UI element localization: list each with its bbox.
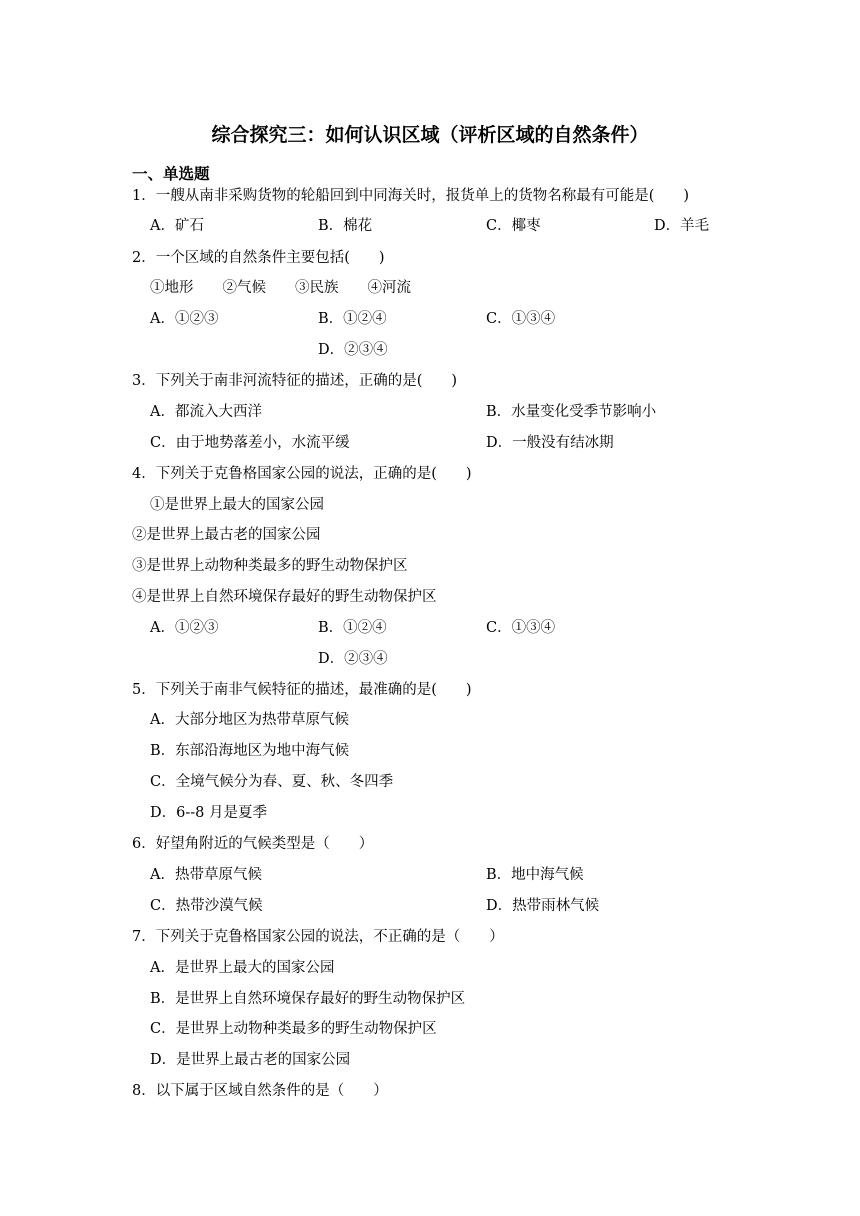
q2-items: ①地形 ②气候 ③民族 ④河流 [150,280,411,296]
section-heading: 一、单选题 [132,165,210,183]
q4-option-c: C．①③④ [486,620,556,636]
q4-option-d: D．②③④ [318,651,388,667]
q7-option-a: A．是世界上最大的国家公园 [150,960,335,976]
q4-option-b: B．①②④ [318,620,387,636]
q1-option-c: C．椰枣 [486,218,541,234]
q7-option-c: C．是世界上动物种类最多的野生动物保护区 [150,1021,437,1037]
question-1-stem: 1．一艘从南非采购货物的轮船回到中同海关时，报货单上的货物名称最有可能是( ) [132,188,690,204]
q3-option-d: D．一般没有结冰期 [486,435,614,451]
q4-statement-1: ①是世界上最大的国家公园 [150,497,324,513]
q1-option-d: D．羊毛 [654,218,710,234]
q7-option-b: B．是世界上自然环境保存最好的野生动物保护区 [150,991,466,1007]
q6-option-c: C．热带沙漠气候 [150,898,263,914]
question-3-stem: 3．下列关于南非河流特征的描述，正确的是( ) [132,373,458,389]
q6-option-a: A．热带草原气候 [150,867,262,883]
question-6-stem: 6．好望角附近的气候类型是（ ） [132,836,374,852]
q7-option-d: D．是世界上最古老的国家公园 [150,1052,351,1068]
q1-option-b: B．棉花 [318,218,373,234]
q2-option-d: D．②③④ [318,342,388,358]
q2-option-c: C．①③④ [486,311,556,327]
q5-option-b: B．东部沿海地区为地中海气候 [150,743,350,759]
q5-option-a: A．大部分地区为热带草原气候 [150,712,349,728]
q6-option-d: D．热带雨林气候 [486,898,600,914]
q3-option-a: A．都流入大西洋 [150,404,262,420]
q2-option-b: B．①②④ [318,311,387,327]
q4-statement-4: ④是世界上自然环境保存最好的野生动物保护区 [132,589,437,605]
q3-option-b: B．水量变化受季节影响小 [486,404,657,420]
q2-option-a: A．①②③ [150,311,219,327]
q6-option-b: B．地中海气候 [486,867,584,883]
q5-option-c: C．全境气候分为春、夏、秋、冬四季 [150,774,394,790]
q5-option-d: D．6--8 月是夏季 [150,805,267,821]
q4-statement-3: ③是世界上动物种类最多的野生动物保护区 [132,558,408,574]
question-4-stem: 4．下列关于克鲁格国家公园的说法，正确的是( ) [132,466,472,482]
q3-option-c: C．由于地势落差小，水流平缓 [150,435,350,451]
question-5-stem: 5．下列关于南非气候特征的描述，最准确的是( ) [132,682,472,698]
q4-statement-2: ②是世界上最古老的国家公园 [132,527,321,543]
question-8-stem: 8．以下属于区域自然条件的是（ ） [132,1083,388,1099]
question-7-stem: 7．下列关于克鲁格国家公园的说法，不正确的是（ ） [132,929,504,945]
question-2-stem: 2．一个区域的自然条件主要包括( ) [132,250,385,266]
q1-option-a: A．矿石 [150,218,204,234]
page-title: 综合探究三：如何认识区域（评析区域的自然条件） [211,124,649,146]
q4-option-a: A．①②③ [150,620,219,636]
